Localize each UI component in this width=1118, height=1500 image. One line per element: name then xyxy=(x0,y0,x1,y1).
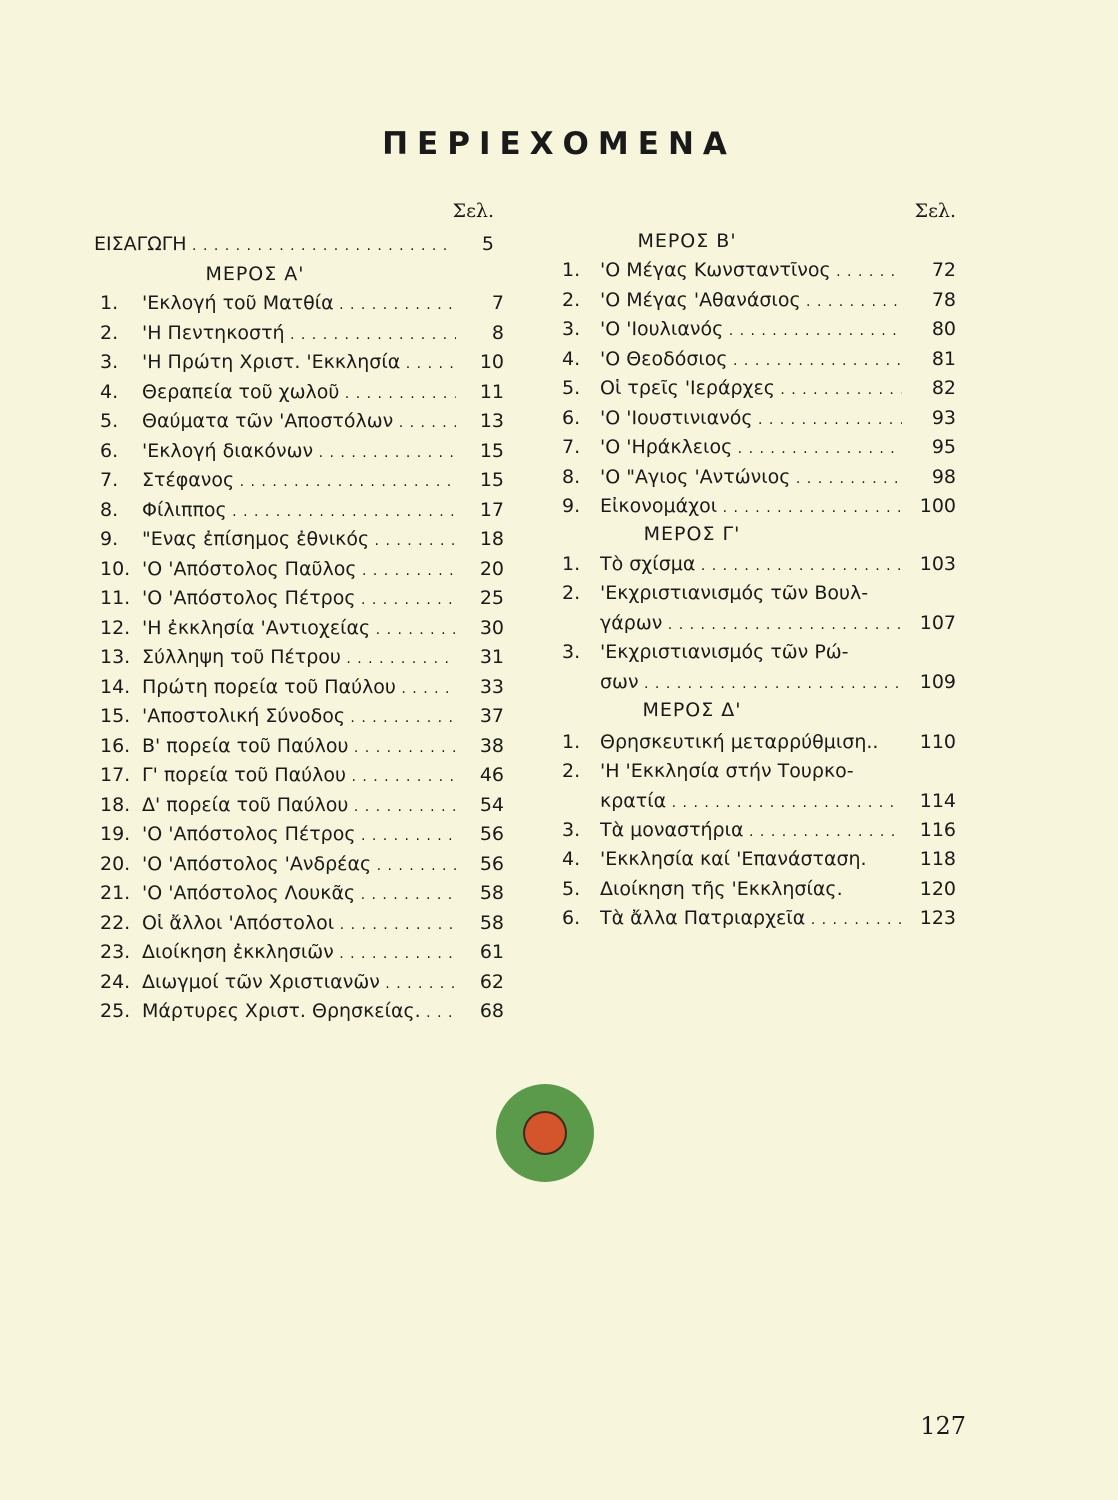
entry-page: 107 xyxy=(919,612,956,634)
entry-page: 15 xyxy=(479,439,504,462)
entry-page: 33 xyxy=(479,675,504,698)
entry-page: 68 xyxy=(479,1000,504,1022)
toc-entry xyxy=(562,582,962,611)
toc-entry xyxy=(562,407,962,436)
toc-entry xyxy=(90,587,510,616)
entry-number: 8. xyxy=(562,465,581,488)
toc-entry xyxy=(562,848,962,877)
entry-number: 11. xyxy=(100,587,131,609)
entry-number: 18. xyxy=(100,793,131,816)
entry-title: 'Ο Θεοδόσιος . . . xyxy=(600,348,902,370)
entry-number: 5. xyxy=(562,878,581,900)
entry-title: 'Ο 'Ηράκλειος . . . xyxy=(600,436,902,458)
toc-entry xyxy=(90,528,510,557)
entry-title: 'Η ἐκκλησία 'Αντιοχείας . . . xyxy=(142,617,456,639)
entry-number: 22. xyxy=(100,911,131,934)
entry-number: 12. xyxy=(100,616,131,639)
entry-number: 17. xyxy=(100,764,131,786)
entry-title: Τὰ μοναστήρια . . . xyxy=(600,819,902,841)
toc-entry xyxy=(562,466,962,495)
entry-page: 72 xyxy=(931,259,956,281)
entry-title: Σύλληψη τοῦ Πέτρου . . . xyxy=(142,646,456,668)
pages-column-label: Σελ. xyxy=(452,200,494,222)
entry-title: ΕΙΣΑΓΩΓΗ . . . xyxy=(94,233,450,255)
entry-page: 20 xyxy=(479,557,504,580)
entry-title-continued: κρατία . . . xyxy=(600,790,902,812)
entry-number: 3. xyxy=(562,819,581,841)
toc-entry xyxy=(562,348,962,377)
entry-number: 13. xyxy=(100,646,131,668)
entry-page: 31 xyxy=(479,646,504,668)
entry-number: 1. xyxy=(562,731,581,753)
entry-number: 2. xyxy=(562,582,581,604)
page-title: ΠΕΡΙΕΧΟΜΕΝΑ xyxy=(382,126,736,162)
entry-page: 10 xyxy=(479,351,504,373)
toc-entry xyxy=(562,495,962,524)
toc-entry xyxy=(90,1000,510,1029)
entry-title: Θεραπεία τοῦ χωλοῦ . . . xyxy=(142,381,456,403)
toc-entry xyxy=(562,641,962,670)
toc-entry xyxy=(90,941,510,970)
entry-number: 6. xyxy=(562,907,581,929)
entry-number: 5. xyxy=(562,377,581,399)
toc-entry xyxy=(90,912,510,941)
entry-number: 6. xyxy=(100,439,119,462)
toc-entry xyxy=(562,553,962,582)
toc-entry xyxy=(90,351,510,380)
section-heading-b: ΜΕΡΟΣ Β' xyxy=(637,230,737,252)
entry-page: 114 xyxy=(919,790,956,812)
entry-number: 14. xyxy=(100,675,131,698)
entry-number: 5. xyxy=(100,410,119,432)
entry-page: 25 xyxy=(479,587,504,609)
entry-page: 18 xyxy=(479,528,504,550)
entry-title: 'Εκλογή διακόνων . . . xyxy=(142,440,456,462)
entry-title: Οἱ τρεῖς 'Ιεράρχες . . . xyxy=(600,377,902,399)
entry-page: 58 xyxy=(479,911,504,934)
entry-page: 61 xyxy=(479,941,504,963)
entry-page: 95 xyxy=(931,436,956,458)
toc-entry xyxy=(562,731,962,760)
entry-title: Οἱ ἄλλοι 'Απόστολοι . . . xyxy=(142,912,456,934)
entry-title: 'Ο Μέγας 'Αθανάσιος . . . xyxy=(600,289,902,311)
entry-number: 7. xyxy=(562,436,581,458)
toc-entry xyxy=(90,499,510,528)
entry-title: Γ' πορεία τοῦ Παύλου . . . xyxy=(142,764,456,786)
entry-number: 3. xyxy=(562,318,581,340)
entry-title: Μάρτυρες Χριστ. Θρησκείας. . . . xyxy=(142,1000,456,1022)
entry-title: Β' πορεία τοῦ Παύλου . . . xyxy=(142,735,456,757)
entry-title: 'Ο "Αγιος 'Αντώνιος . . . xyxy=(600,466,902,488)
entry-title: 'Η Πρώτη Χριστ. 'Εκκλησία . . . xyxy=(142,351,456,373)
entry-title: 'Εκχριστιανισμός τῶν Βουλ- xyxy=(600,582,869,604)
entry-number: 7. xyxy=(100,469,119,491)
entry-number: 3. xyxy=(100,351,119,373)
entry-page: 93 xyxy=(931,406,956,429)
entry-page: 62 xyxy=(479,970,504,993)
toc-entry xyxy=(562,760,962,789)
entry-page: 100 xyxy=(919,495,956,517)
entry-page: 116 xyxy=(919,819,956,841)
page-number: 127 xyxy=(920,1412,966,1440)
entry-title: Στέφανος . . . xyxy=(142,469,456,491)
entry-title: 'Ο 'Ιουστινιανός . . . xyxy=(600,407,902,429)
entry-title: 'Ο 'Απόστολος Πέτρος . . . xyxy=(142,587,456,609)
entry-title: Εἰκονομάχοι . . . xyxy=(600,495,902,517)
entry-title: 'Αποστολική Σύνοδος . . . xyxy=(142,705,456,727)
toc-entry xyxy=(562,878,962,907)
entry-number: 15. xyxy=(100,705,131,727)
entry-title: Διοίκηση ἐκκλησιῶν . . . xyxy=(142,941,456,963)
entry-number: 2. xyxy=(562,760,581,782)
toc-entry xyxy=(90,469,510,498)
toc-entry xyxy=(90,735,510,764)
entry-title-continued: γάρων . . . xyxy=(600,612,902,634)
entry-title: 'Η 'Εκκλησία στήν Τουρκο- xyxy=(600,760,854,782)
entry-page: 7 xyxy=(491,292,504,314)
toc-entry xyxy=(90,764,510,793)
entry-page: 13 xyxy=(479,410,504,432)
entry-title: 'Ο 'Ιουλιανός . . . xyxy=(600,318,902,340)
toc-entry xyxy=(562,377,962,406)
entry-number: 6. xyxy=(562,406,581,429)
toc-entry xyxy=(90,440,510,469)
entry-number: 4. xyxy=(562,347,581,370)
entry-title: Διοίκηση τῆς 'Εκκλησίας. xyxy=(600,878,843,900)
toc-entry xyxy=(90,676,510,705)
entry-title: 'Ο 'Απόστολος Λουκᾶς . . . xyxy=(142,882,456,904)
entry-title-continued: σων . . . xyxy=(600,671,902,693)
section-heading-d: ΜΕΡΟΣ Δ' xyxy=(642,699,742,721)
entry-title: 'Εκχριστιανισμός τῶν Ρώ- xyxy=(600,641,849,663)
entry-title: Φίλιππος . . . xyxy=(142,499,456,521)
entry-number: 4. xyxy=(562,848,581,870)
entry-number: 9. xyxy=(100,528,119,550)
entry-number: 8. xyxy=(100,498,119,521)
entry-page: 56 xyxy=(479,823,504,845)
entry-title: 'Ο 'Απόστολος Πέτρος . . . xyxy=(142,823,456,845)
toc-entry xyxy=(90,410,510,439)
entry-title: 'Ο Μέγας Κωνσταντῖνος . . . xyxy=(600,259,902,281)
entry-page: 30 xyxy=(479,616,504,639)
toc-entry xyxy=(90,853,510,882)
pages-column-label: Σελ. xyxy=(914,200,956,222)
entry-title: 'Ο 'Απόστολος Παῦλος . . . xyxy=(142,558,456,580)
entry-number: 24. xyxy=(100,970,131,993)
entry-page: 38 xyxy=(479,734,504,757)
entry-page: 81 xyxy=(931,347,956,370)
entry-title: Θρησκευτική μεταρρύθμιση.. xyxy=(600,731,879,753)
entry-title: 'Εκλογή τοῦ Ματθία . . . xyxy=(142,292,456,314)
entry-page: 103 xyxy=(919,553,956,575)
entry-page: 109 xyxy=(919,671,956,693)
entry-page: 118 xyxy=(919,848,956,870)
entry-number: 1. xyxy=(100,292,119,314)
toc-entry xyxy=(90,646,510,675)
entry-page: 54 xyxy=(479,793,504,816)
entry-page: 46 xyxy=(479,764,504,786)
section-heading-a: ΜΕΡΟΣ Α' xyxy=(205,263,305,285)
toc-entry xyxy=(562,318,962,347)
toc-entry xyxy=(90,617,510,646)
entry-number: 4. xyxy=(100,380,119,403)
entry-page: 17 xyxy=(479,498,504,521)
entry-title: Τὰ ἄλλα Πατριαρχεῖα . . . xyxy=(600,907,902,929)
entry-title: Πρώτη πορεία τοῦ Παύλου . . . xyxy=(142,676,456,698)
entry-title: Τὸ σχίσμα . . . xyxy=(600,553,902,575)
toc-entry xyxy=(90,705,510,734)
entry-title: 'Εκκλησία καί 'Επανάσταση. xyxy=(600,848,867,870)
entry-page: 78 xyxy=(931,288,956,311)
toc-entry-continuation xyxy=(562,790,962,819)
entry-title: 'Η Πεντηκοστή . . . xyxy=(142,322,456,344)
entry-number: 21. xyxy=(100,882,131,904)
toc-entry xyxy=(562,819,962,848)
section-heading-c: ΜΕΡΟΣ Γ' xyxy=(643,523,741,545)
entry-number: 9. xyxy=(562,495,581,517)
toc-entry-intro xyxy=(90,233,510,262)
entry-page: 37 xyxy=(479,705,504,727)
entry-number: 23. xyxy=(100,941,131,963)
decorative-circle-ornament xyxy=(496,1084,594,1182)
entry-page: 58 xyxy=(479,882,504,904)
entry-page: 15 xyxy=(479,469,504,491)
entry-page: 11 xyxy=(479,380,504,403)
toc-entry xyxy=(90,882,510,911)
entry-title: 'Ο 'Απόστολος 'Ανδρέας . . . xyxy=(142,853,456,875)
entry-page: 110 xyxy=(919,731,956,753)
toc-entry xyxy=(90,292,510,321)
entry-page: 120 xyxy=(919,878,956,900)
entry-page: 8 xyxy=(491,321,504,344)
entry-page: 80 xyxy=(931,318,956,340)
entry-title: Δ' πορεία τοῦ Παύλου . . . xyxy=(142,794,456,816)
entry-number: 10. xyxy=(100,557,131,580)
toc-entry-continuation xyxy=(562,612,962,641)
entry-page: 123 xyxy=(919,907,956,929)
entry-number: 1. xyxy=(562,553,581,575)
decorative-circle-center xyxy=(525,1113,565,1153)
entry-number: 25. xyxy=(100,1000,131,1022)
entry-number: 20. xyxy=(100,852,131,875)
toc-entry xyxy=(90,558,510,587)
entry-number: 1. xyxy=(562,259,581,281)
toc-entry xyxy=(562,259,962,288)
toc-entry xyxy=(90,971,510,1000)
toc-entry xyxy=(90,794,510,823)
entry-number: 3. xyxy=(562,641,581,663)
toc-entry xyxy=(90,322,510,351)
entry-page: 98 xyxy=(931,465,956,488)
entry-title: "Ενας ἐπίσημος ἐθνικός . . . xyxy=(142,528,456,550)
toc-entry xyxy=(562,289,962,318)
entry-title: Θαύματα τῶν 'Αποστόλων . . . xyxy=(142,410,456,432)
toc-entry xyxy=(90,823,510,852)
toc-entry-continuation xyxy=(562,671,962,700)
entry-page: 5 xyxy=(481,233,494,255)
entry-number: 2. xyxy=(562,288,581,311)
entry-number: 19. xyxy=(100,823,131,845)
toc-entry xyxy=(562,436,962,465)
entry-number: 16. xyxy=(100,734,131,757)
toc-entry xyxy=(90,381,510,410)
entry-number: 2. xyxy=(100,321,119,344)
entry-page: 56 xyxy=(479,852,504,875)
entry-page: 82 xyxy=(931,377,956,399)
toc-entry xyxy=(562,907,962,936)
entry-title: Διωγμοί τῶν Χριστιανῶν . . . xyxy=(142,971,456,993)
